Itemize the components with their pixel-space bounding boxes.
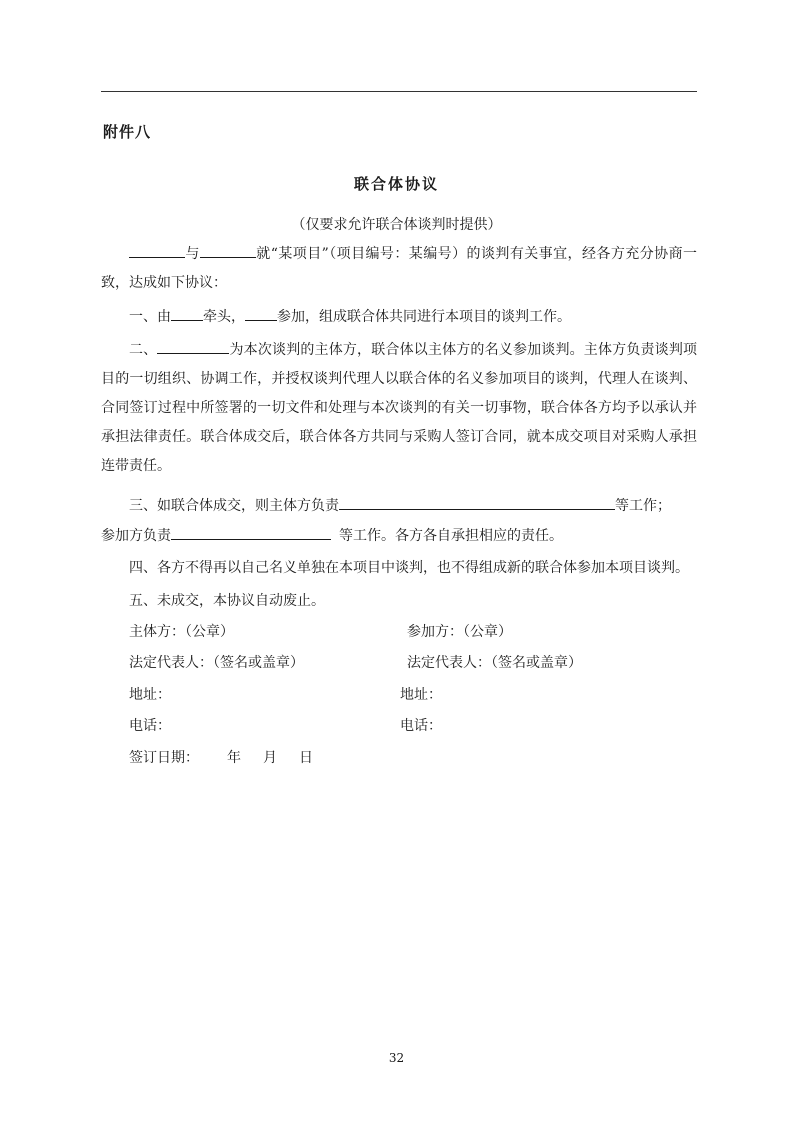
clause-1-suffix: 参加，组成联合体共同进行本项目的谈判工作。 [277,309,571,325]
signing-date-month: 月 [263,750,277,766]
clause-3-line-2 [101,524,563,545]
member-party-phone: 电话： [400,718,442,734]
member-party-seal: 参加方：（公章） [407,624,512,640]
page-number: 32 [388,1051,405,1065]
clause-3-line2-prefix: 参加方负责 [101,528,171,544]
document-title: 联合体协议 [353,175,439,193]
lead-party-representative: 法定代表人：（签名或盖章） [129,655,304,671]
header-rule [101,91,697,92]
lead-party-seal: 主体方：（公章） [129,624,234,640]
party-a-blank [129,242,185,258]
clause-2-text: 为本次谈判的主体方，联合体以主体方的名义参加谈判。主体方负责谈判项目的一切组织、协调工作，并授权谈判代理人以联合体的名义参加项目的谈判，代理人在谈判、合同签订过程中所签署的一切文件和处理与本次谈判的有关一切事物，联合体各方均予以承认并承担法律责任。联合体成交后，联合体各方共同与采购人签订合同，就本成交项目对采购人承担连带责任。 [101,342,697,474]
lead-party-address: 地址： [129,687,171,703]
clause-4: 四、各方不得再以自己名义单独在本项目中谈判，也不得组成新的联合体参加本项目谈判。 [129,560,689,576]
clause-1-prefix: 一、由 [129,309,171,325]
clause-3-prefix: 三、如联合体成交，则主体方负责 [129,498,339,514]
clause-1 [101,303,697,332]
member-duties-blank [171,524,331,540]
intro-paragraph [101,240,697,298]
clause-5: 五、未成交，本协议自动废止。 [129,593,325,609]
lead-party-phone: 电话： [129,718,171,734]
member-party-address: 地址： [400,687,442,703]
signing-date-day: 日 [299,750,313,766]
clause-2 [101,336,697,481]
party-b-blank [200,242,256,258]
lead-party-blank [171,305,203,321]
intro-part2: 就“某项目”（项目编号：某编号）的谈判有关事宜，经各方充分协商一致，达成如下协议： [101,246,697,291]
clause-3-line-1 [129,494,671,515]
member-party-representative: 法定代表人：（签名或盖章） [407,655,582,671]
clause-3-mid: 等工作； [615,498,671,514]
document-subtitle: （仅要求允许联合体谈判时提供） [291,217,502,233]
main-party-duties-blank [339,494,615,510]
clause-2-prefix: 二、 [129,342,158,358]
main-party-blank [157,338,229,354]
clause-1-middle: 牵头， [203,309,245,325]
clause-3-line2-suffix: 等工作。各方各自承担相应的责任。 [339,528,563,544]
signing-date-label: 签订日期： [129,750,199,766]
attachment-label: 附件八 [103,123,152,141]
signing-date-year: 年 [227,750,241,766]
intro-part1: 与 [185,246,200,262]
member-party-blank [245,305,277,321]
signing-date [129,747,313,767]
